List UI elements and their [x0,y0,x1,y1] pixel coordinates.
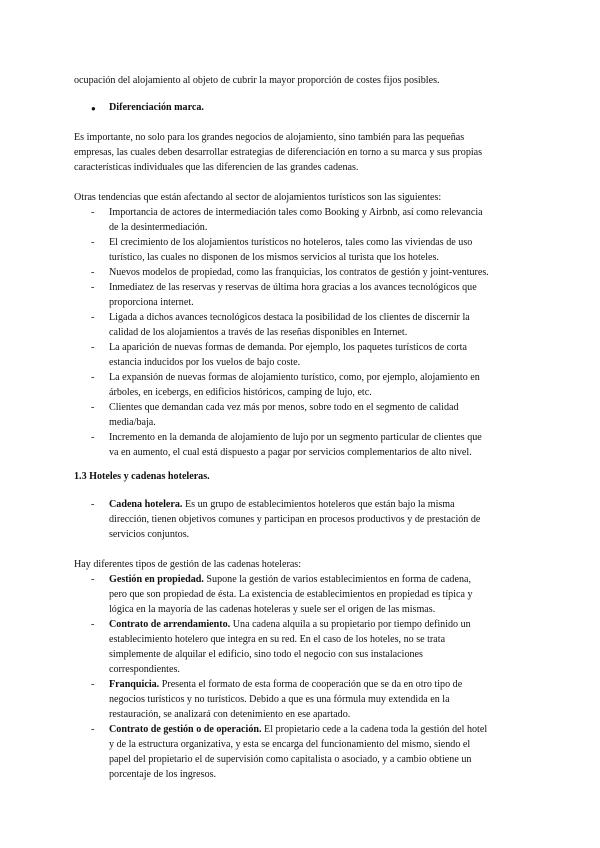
type-text: Una cadena alquila a su propietario por tiempo definido un [230,619,471,630]
definition-line: servicios conjuntos. [109,529,190,540]
list-dash: - [91,724,95,735]
definition-text: Es un grupo de establecimientos hoteleros que están bajo la misma [182,499,455,510]
type-line: porcentaje de los ingresos. [109,769,217,780]
list-item-line: media/baja. [109,417,156,428]
type-line: correspondientes. [109,664,180,675]
list-dash: - [91,312,95,323]
list-item-line: árboles, en icebergs, en edificios históricos, camping de lujo, etc. [109,387,372,398]
list-item-line: turístico, las cuales no disponen de los mismos servicios al turista que los hoteles. [109,252,439,263]
paragraph-line: Es importante, no solo para los grandes negocios de alojamiento, sino también para las pequeñas [74,132,465,143]
type-line: papel del propietario el de supervisión como capitalista o asociado, y a cambio obtiene un [109,754,472,765]
definition-term: Cadena hotelera. [109,499,183,510]
type-term: Gestión en propiedad. [109,574,204,585]
list-dash: - [91,282,95,293]
list-dash: - [91,499,95,510]
type-text: El propietario cede a la cadena toda la gestión del hotel [261,724,488,735]
paragraph-line: empresas, las cuales deben desarrollar estrategias de diferenciación en torno a su marca y sus propias [74,147,483,158]
type-text: Presenta el formato de esta forma de cooperación que se da en otro tipo de [159,679,463,690]
paragraph-continuation: ocupación del alojamiento al objeto de cubrir la mayor proporción de costes fijos posibles. [74,75,440,86]
list-item-line: Ligada a dichos avances tecnológicos destaca la posibilidad de los clientes de discernir la [109,312,470,323]
list-dash: - [91,372,95,383]
types-intro: Hay diferentes tipos de gestión de las cadenas hoteleras: [74,559,302,570]
list-item-line: La aparición de nuevas formas de demanda. Por ejemplo, los paquetes turísticos de corta [109,342,467,353]
list-item-line: Nuevos modelos de propiedad, como las franquicias, los contratos de gestión y joint-ventures. [109,267,489,278]
list-item-line: Importancia de actores de intermediación tales como Booking y Airbnb, así como relevancia [109,207,483,218]
bullet-dot: ● [91,104,96,113]
definition-line: dirección, tienen objetivos comunes y participan en procesos productivos y de prestación de [109,514,481,525]
list-item-line: Clientes que demandan cada vez más por menos, sobre todo en el segmento de calidad [109,402,459,413]
list-dash: - [91,402,95,413]
list-dash: - [91,679,95,690]
list-dash: - [91,619,95,630]
paragraph-line: características individuales que las diferencien de las grandes cadenas. [74,162,359,173]
list-item-line: El crecimiento de los alojamientos turísticos no hoteleros, tales como las viviendas de uso [109,237,473,248]
section-heading: 1.3 Hoteles y cadenas hoteleras. [74,471,210,482]
type-term: Contrato de arrendamiento. [109,619,231,630]
list-dash: - [91,574,95,585]
bullet-heading: Diferenciación marca. [109,102,204,113]
trends-intro: Otras tendencias que están afectando al sector de alojamientos turísticos son las siguientes: [74,192,442,203]
type-line: simplemente de alquilar el edificio, sino todo el negocio con sus instalaciones [109,649,423,660]
type-line: lógica en la mayoría de las cadenas hoteleras y suele ser el origen de las mismas. [109,604,436,615]
list-item-line: La expansión de nuevas formas de alojamiento turístico, como, por ejemplo, alojamiento en [109,372,480,383]
type-line [109,677,462,692]
type-line: negocios turísticos y no turísticos. Debido a que es una fórmula muy extendida en la [109,694,450,705]
type-line: y de la estructura organizativa, y esta se encarga del funcionamiento del mismo, siendo el [109,739,471,750]
list-dash: - [91,207,95,218]
type-line: pero que son propiedad de ésta. La existencia de establecimientos en propiedad es típica y [109,589,473,600]
list-item-line: estancia inducidos por los vuelos de bajo coste. [109,357,301,368]
definition-line [109,497,455,512]
list-item-line: calidad de los alojamientos a través de las reseñas disponibles en Internet. [109,327,408,338]
type-term: Franquicia. [109,679,160,690]
type-line [109,617,471,632]
list-item-line: de la desintermediación. [109,222,208,233]
list-dash: - [91,342,95,353]
list-dash: - [91,267,95,278]
type-line: establecimiento hotelero que integra en su red. En el caso de los hoteles, no se trata [109,634,446,645]
type-line: restauración, se analizará con detenimiento en ese apartado. [109,709,351,720]
list-dash: - [91,432,95,443]
list-item-line: proporciona internet. [109,297,194,308]
list-item-line: Inmediatez de las reservas y reservas de última hora gracias a los avances tecnológicos que [109,282,477,293]
list-item-line: va en aumento, el cual está dispuesto a pagar por servicios complementarios de alto nivel. [109,447,472,458]
type-text: Supone la gestión de varios establecimientos en forma de cadena, [203,574,472,585]
list-item-line: Incremento en la demanda de alojamiento de lujo por un segmento particular de clientes que [109,432,482,443]
type-line [109,722,487,737]
type-line [109,572,471,587]
list-dash: - [91,237,95,248]
type-term: Contrato de gestión o de operación. [109,724,262,735]
